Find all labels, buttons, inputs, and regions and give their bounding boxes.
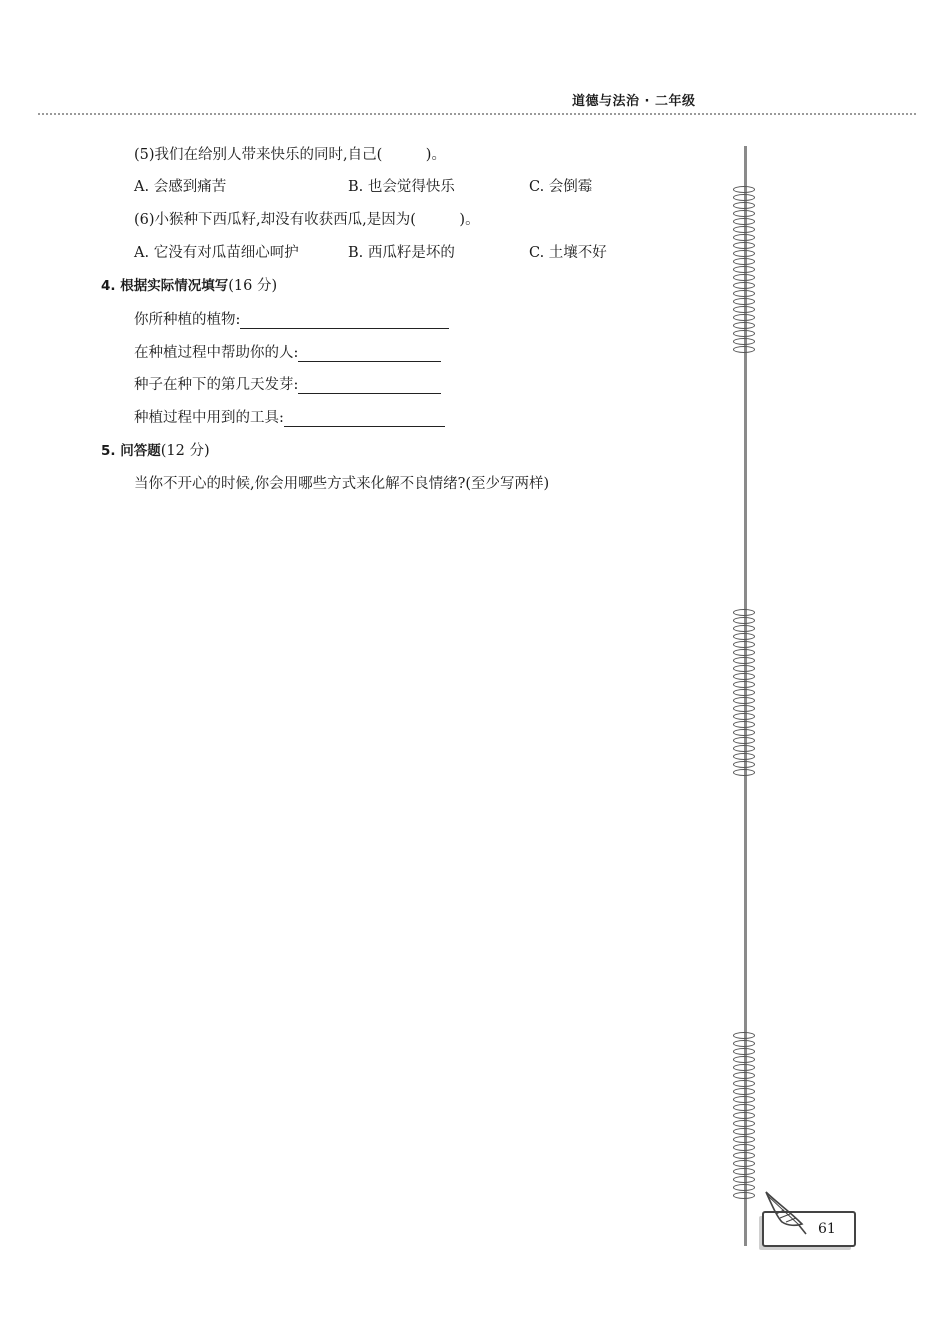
spiral-coil (733, 713, 755, 720)
spiral-coil (733, 202, 755, 209)
fill-label-sprout-day: 种子在种下的第几天发芽: (134, 377, 299, 393)
spiral-coil (733, 753, 755, 760)
spiral-coil (733, 266, 755, 273)
spiral-coil (733, 242, 755, 249)
spiral-coil (733, 641, 755, 648)
spiral-coils-middle (733, 609, 755, 777)
spiral-coil (733, 186, 755, 193)
spiral-coil (733, 1168, 755, 1175)
fill-label-plant: 你所种植的植物: (134, 312, 241, 328)
spiral-coil (733, 745, 755, 752)
spiral-coil (733, 1152, 755, 1159)
spiral-coil (733, 1184, 755, 1191)
question-6-stem: (6)小猴种下西瓜籽,却没有收获西瓜,是因为( )。 (134, 212, 480, 228)
spiral-coil (733, 210, 755, 217)
spiral-coil (733, 322, 755, 329)
spiral-coil (733, 633, 755, 640)
section-4-heading (101, 277, 277, 295)
spiral-coil (733, 194, 755, 201)
spiral-coil (733, 226, 755, 233)
spiral-coil (733, 705, 755, 712)
spiral-coil (733, 625, 755, 632)
fill-blank-tools[interactable] (284, 410, 445, 427)
spiral-coil (733, 1112, 755, 1119)
question-5-option-b: B. 也会觉得快乐 (348, 179, 455, 195)
spiral-coil (733, 330, 755, 337)
spiral-coil (733, 721, 755, 728)
fill-blank-sprout-day[interactable] (298, 377, 441, 394)
section-4-score: (16 分) (228, 278, 278, 294)
spiral-coil (733, 617, 755, 624)
spiral-coil (733, 1120, 755, 1127)
spiral-coil (733, 1136, 755, 1143)
fill-field-tools (134, 409, 445, 427)
spiral-coil (733, 689, 755, 696)
spiral-coil (733, 1064, 755, 1071)
spiral-coil (733, 258, 755, 265)
spiral-coil (733, 1144, 755, 1151)
question-5-option-c: C. 会倒霉 (529, 179, 593, 195)
fill-label-tools: 种植过程中用到的工具: (134, 410, 284, 426)
spiral-coil (733, 274, 755, 281)
question-5-stem: (5)我们在给别人带来快乐的同时,自己( )。 (134, 147, 446, 163)
spiral-coils-top (733, 186, 755, 354)
spiral-coil (733, 1088, 755, 1095)
spiral-coil (733, 681, 755, 688)
spiral-coil (733, 346, 755, 353)
question-6-option-c: C. 土壤不好 (529, 245, 607, 261)
spiral-coil (733, 737, 755, 744)
header-title: 道德与法治 · 二年级 (572, 94, 696, 109)
question-5-option-a: A. 会感到痛苦 (134, 179, 227, 195)
spiral-coil (733, 1192, 755, 1199)
spiral-coil (733, 697, 755, 704)
section-5-score: (12 分) (160, 443, 210, 459)
spiral-coil (733, 1128, 755, 1135)
spiral-coil (733, 338, 755, 345)
spiral-coil (733, 1040, 755, 1047)
fill-label-helper: 在种植过程中帮助你的人: (134, 345, 299, 361)
spiral-coil (733, 1104, 755, 1111)
spiral-coil (733, 729, 755, 736)
spiral-coil (733, 250, 755, 257)
fill-field-plant (134, 311, 449, 329)
spiral-coil (733, 665, 755, 672)
spiral-coil (733, 282, 755, 289)
fill-blank-plant[interactable] (240, 312, 449, 329)
spiral-coil (733, 1176, 755, 1183)
section-5-heading (101, 442, 210, 460)
question-6-option-a: A. 它没有对瓜苗细心呵护 (134, 245, 299, 261)
spiral-coil (733, 234, 755, 241)
page-number-box (762, 1211, 856, 1247)
spiral-coil (733, 1160, 755, 1167)
spiral-coil (733, 1056, 755, 1063)
spiral-coil (733, 1096, 755, 1103)
header-divider (38, 113, 916, 115)
spiral-coil (733, 290, 755, 297)
spiral-coils-bottom (733, 1032, 755, 1200)
spiral-coil (733, 298, 755, 305)
spiral-coil (733, 609, 755, 616)
spiral-coil (733, 761, 755, 768)
spiral-coil (733, 306, 755, 313)
spiral-coil (733, 657, 755, 664)
page-number: 61 (818, 1221, 836, 1237)
spiral-coil (733, 1032, 755, 1039)
fill-blank-helper[interactable] (298, 345, 441, 362)
spiral-coil (733, 1072, 755, 1079)
spiral-coil (733, 649, 755, 656)
section-4-title: 4. 根据实际情况填写 (101, 278, 229, 294)
fill-field-sprout-day (134, 376, 441, 394)
spiral-coil (733, 314, 755, 321)
spiral-coil (733, 769, 755, 776)
fill-field-helper (134, 344, 441, 362)
spiral-coil (733, 1080, 755, 1087)
spiral-coil (733, 1048, 755, 1055)
section-5-title: 5. 问答题 (101, 443, 161, 459)
spiral-coil (733, 673, 755, 680)
question-6-option-b: B. 西瓜籽是坏的 (348, 245, 455, 261)
section-5-question: 当你不开心的时候,你会用哪些方式来化解不良情绪?(至少写两样) (134, 476, 550, 492)
spiral-coil (733, 218, 755, 225)
